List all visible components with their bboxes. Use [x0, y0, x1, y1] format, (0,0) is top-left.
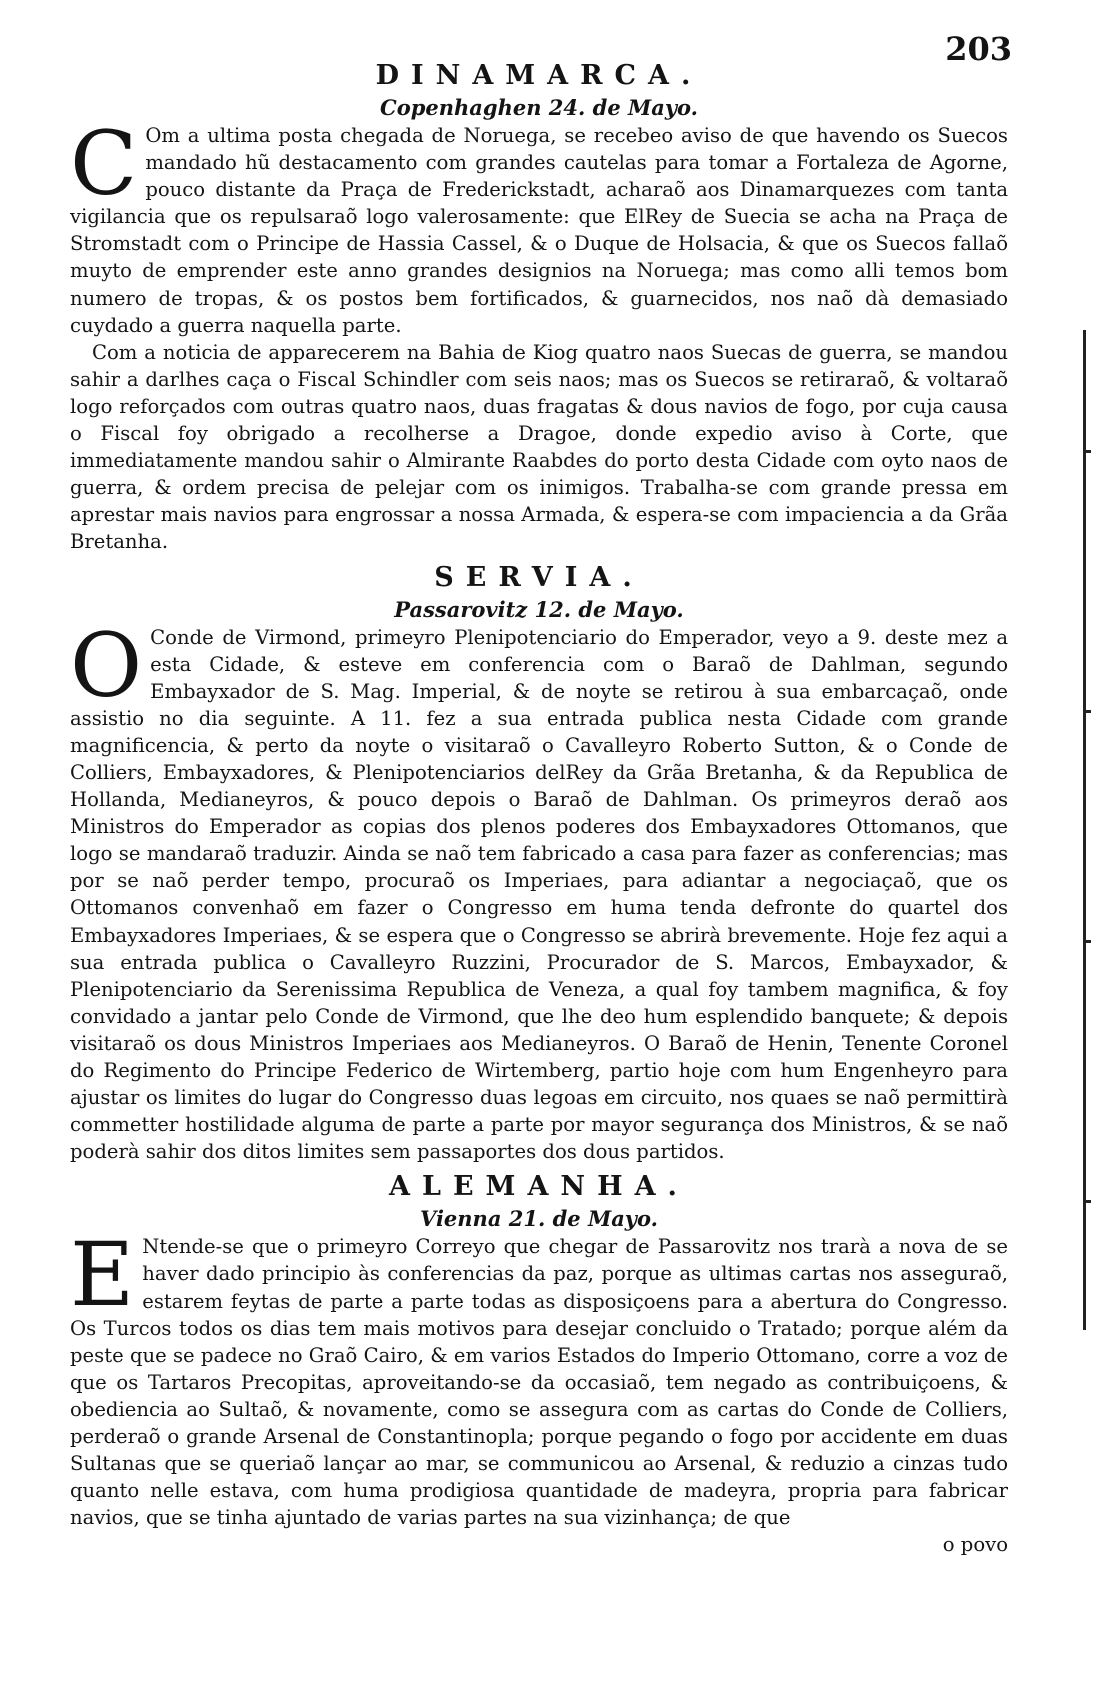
- section-title: SERVIA.: [434, 561, 644, 593]
- paragraph-text: Ntende-se que o primeyro Correyo que chegar de Passarovitz nos trarà a nova de se haver dado principio às conferencias da paz, porque as ultimas cartas nos asseguraõ, estarem feytas de parte a parte todas as disposiçoens para a abertura do Congresso. Os Turcos todos os dias tem mais motivos para desejar concluido o Tratado; porque além da peste que se padece no Graõ Cairo, & em varios Estados do Imperio Ottomano, corre a voz de que os Tartaros Precopitas, aproveitando-se da occasiaõ, tem negado as contribuiçoens, & obediencia ao Sultaõ, & novamente, como se assegura com as cartas do Conde de Colliers, perderaõ o grande Arsenal de Constantinopla; porque pegando o fogo por accidente em duas Sultanas que se queriaõ lançar ao mar, se communicou ao Arsenal, & reduzio a cinzas tudo quanto nelle estava, com huma prodigiosa quantidade de madeyra, propria para fabricar navios, que se tinha ajuntado de varias partes na sua vizinhança; de que: [70, 1235, 1008, 1530]
- text-column: [70, 58, 1008, 1558]
- article-paragraph: [70, 112, 1008, 339]
- section-servia: [70, 560, 1008, 1166]
- dateline: Passarovitz 12. de Mayo.: [394, 596, 684, 622]
- catchword: o povo: [942, 1533, 1008, 1557]
- drop-cap: O: [70, 613, 143, 717]
- drop-cap: E: [70, 1223, 135, 1327]
- section-dinamarca: [70, 58, 1008, 556]
- paragraph-text: Conde de Virmond, primeyro Plenipotenciario do Emperador, veyo a 9. deste mez a esta Cidade, & esteve em conferencia com o Baraõ de Dahlman, segundo Embayxador de S. Mag. Imperial, & de noyte se retirou à sua embarcaçaõ, onde assistio no dia seguinte. A 11. fez a sua entrada publica nesta Cidade com grande magnificencia, & perto da noyte o visitaraõ o Cavalleyro Roberto Sutton, & o Conde de Colliers, Embayxadores, & Plenipotenciarios delRey da Grãa Bretanha, & da Republica de Hollanda, Medianeyros, & pouco depois o Baraõ de Dahlman. Os primeyros deraõ aos Ministros do Emperador as copias dos plenos poderes dos Embayxadores Ottomanos, que logo se mandaraõ traduzir. Ainda se naõ tem fabricado a casa para fazer as conferencias; mas por se naõ perder tempo, procuraõ os Imperiaes, para adiantar a negociaçaõ, que os Ottomanos convenhaõ em fazer o Congresso em huma tenda defronte do quartel dos Embayxadores Imperiaes, & se espera que o Congresso se abrirà brevemente. Hoje fez aqui a sua entrada publica o Cavalleyro Ruzzini, Procurador de S. Marcos, Embayxador, & Plenipotenciario da Serenissima Republica de Veneza, a qual foy tambem magnifica, & foy convidado a jantar pelo Conde de Virmond, que lhe deo hum esplendido banquete; & depois visitaraõ os dous Ministros Imperiaes aos Medianeyros. O Baraõ de Henin, Tenente Coronel do Regimento do Principe Federico de Wirtemberg, partio hoje com hum Engenheyro para ajustar os limites do lugar do Congresso duas legoas em circuito, nos quaes se naõ permittirà commetter hostilidade alguma de parte a parte por mayor segurança dos Ministros, & se naõ poderà sahir dos ditos limites sem passaportes dos dous partidos.: [70, 625, 1008, 1164]
- scan-edge: [1083, 330, 1100, 1330]
- paragraph-text: Om a ultima posta chegada de Noruega, se recebeo aviso de que havendo os Suecos mandado hũ destacamento com grandes cautelas para tomar a Fortaleza de Agorne, pouco distante da Praça de Frederickstadt, acharaõ aos Dinamarquezes com tanta vigilancia que os repulsaraõ logo valerosamente: que ElRey de Suecia se acha na Praça de Stromstadt com o Principe de Hassia Cassel, & o Duque de Holsacia, & que os Suecos fallaõ muyto de emprender este anno grandes designios na Noruega; mas como alli temos bom numero de tropas, & os postos bem fortificados, & guarnecidos, nos naõ dà demasiado cuydado a guerra naquella parte.: [70, 124, 1008, 337]
- page-number: 203: [945, 30, 1012, 68]
- dateline: Vienna 21. de Mayo.: [420, 1206, 658, 1232]
- article-paragraph: [70, 1223, 1008, 1531]
- article-paragraph: Com a noticia de apparecerem na Bahia de Kiog quatro naos Suecas de guerra, se mandou sahir a darlhes caça o Fiscal Schindler com seis naos; mas os Suecos se retiraraõ, & voltaraõ logo reforçados com outras quatro naos, duas fragatas & dous navios de fogo, por cuja causa o Fiscal foy obrigado a recolherse a Dragoe, donde expedio aviso à Corte, que immediatamente mandou sahir o Almirante Raabdes do porto desta Cidade com oyto naos de guerra, & ordem precisa de pelejar com os inimigos. Trabalha-se com grande pressa em aprestar mais navios para engrossar a nossa Armada, & espera-se com impaciencia a da Grãa Bretanha.: [70, 340, 1008, 554]
- drop-cap: C: [70, 112, 138, 215]
- section-title: DINAMARCA.: [375, 60, 703, 91]
- article-paragraph: [70, 613, 1008, 1166]
- dateline: Copenhaghen 24. de Mayo.: [379, 95, 698, 120]
- section-alemanha: [70, 1169, 1008, 1531]
- section-title: ALEMANHA.: [389, 1171, 689, 1203]
